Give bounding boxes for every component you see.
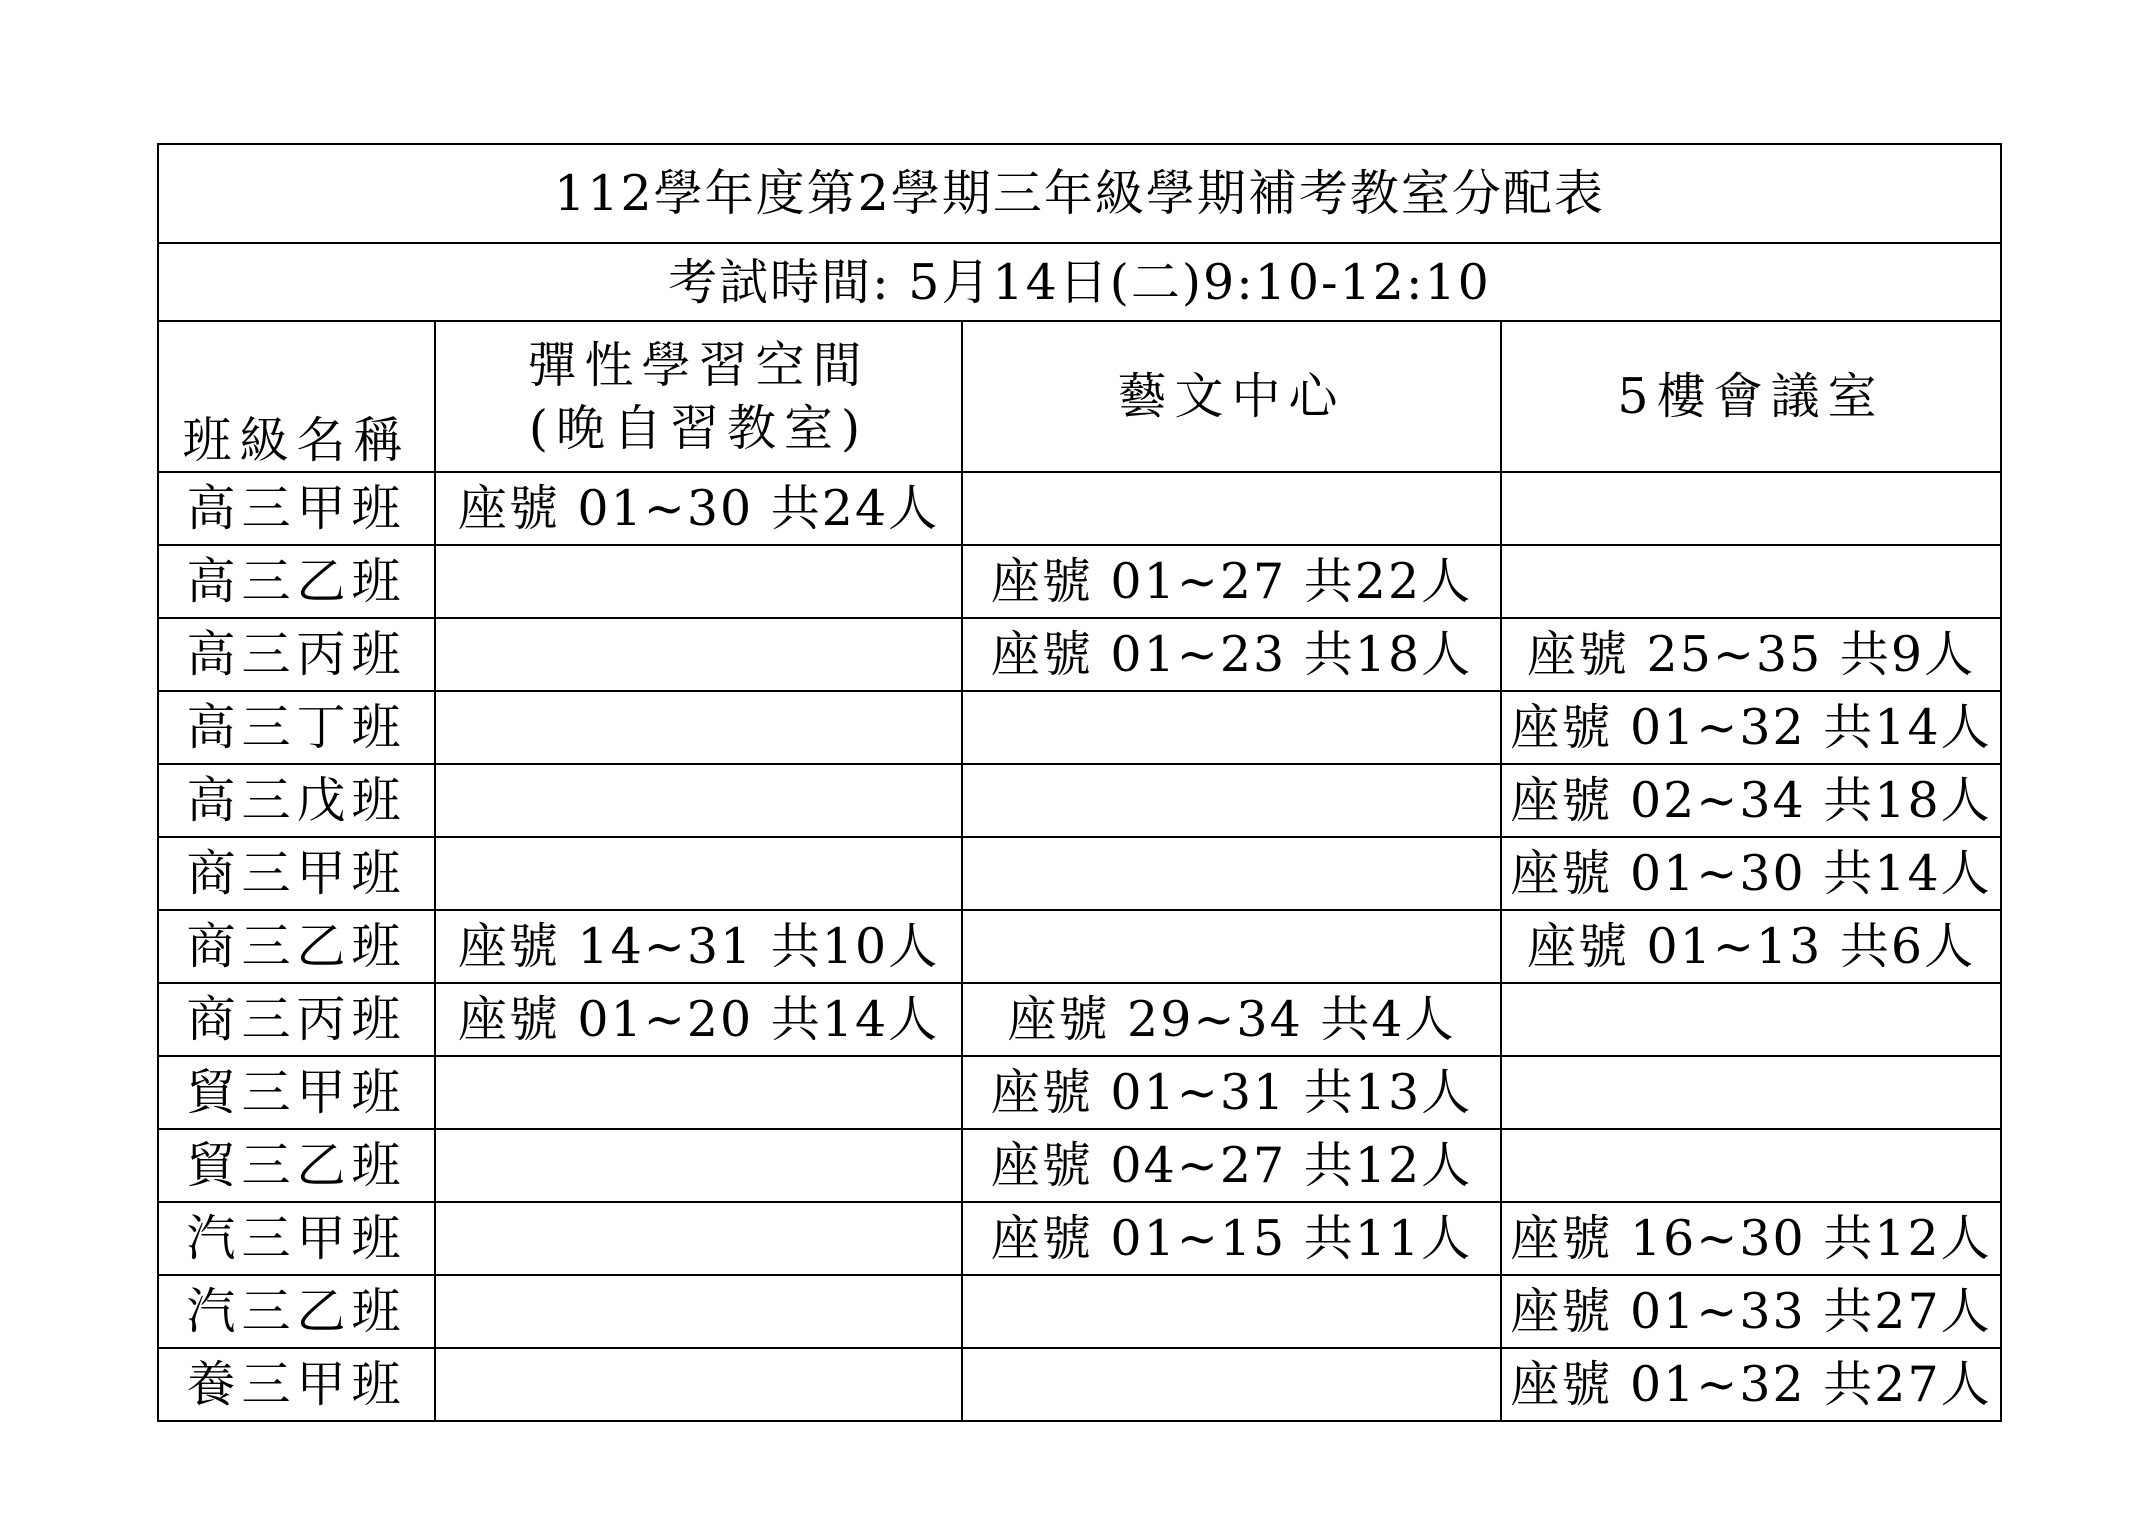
room1-header-line1: 彈性學習空間 xyxy=(527,336,870,394)
room3-cell: 座號 01~30 共14人 xyxy=(1501,837,2001,910)
room3-cell xyxy=(1501,545,2001,618)
room1-cell: 座號 01~30 共24人 xyxy=(435,472,962,545)
class-name-cell: 商三丙班 xyxy=(158,983,435,1056)
title-row xyxy=(158,144,2001,243)
room1-cell xyxy=(435,1056,962,1129)
class-name-cell: 汽三甲班 xyxy=(158,1202,435,1275)
room2-cell: 座號 01~27 共22人 xyxy=(962,545,1501,618)
table-title: 112學年度第2學期三年級學期補考教室分配表 xyxy=(158,144,2001,243)
room3-cell xyxy=(1501,983,2001,1056)
room1-cell xyxy=(435,837,962,910)
room2-cell xyxy=(962,764,1501,837)
room2-cell xyxy=(962,1348,1501,1421)
room3-cell: 座號 01~32 共27人 xyxy=(1501,1348,2001,1421)
room3-cell: 座號 16~30 共12人 xyxy=(1501,1202,2001,1275)
class-name-cell: 高三丙班 xyxy=(158,618,435,691)
room1-cell: 座號 14~31 共10人 xyxy=(435,910,962,983)
class-name-cell: 高三丁班 xyxy=(158,691,435,764)
table-row xyxy=(158,545,2001,618)
class-name-cell: 高三甲班 xyxy=(158,472,435,545)
room3-cell: 座號 25~35 共9人 xyxy=(1501,618,2001,691)
room2-cell: 座號 01~31 共13人 xyxy=(962,1056,1501,1129)
table-row xyxy=(158,764,2001,837)
room1-cell xyxy=(435,764,962,837)
table-row xyxy=(158,1056,2001,1129)
table-row xyxy=(158,1202,2001,1275)
room3-header-label: 5樓會議室 xyxy=(1617,368,1885,425)
room1-cell: 座號 01~20 共14人 xyxy=(435,983,962,1056)
class-name-cell: 貿三乙班 xyxy=(158,1129,435,1202)
room2-cell xyxy=(962,1275,1501,1348)
room1-header-line2: (晚自習教室) xyxy=(528,399,869,457)
class-name-header-label: 班級名稱 xyxy=(182,412,411,469)
room1-cell xyxy=(435,1202,962,1275)
room1-cell xyxy=(435,1348,962,1421)
class-name-cell: 汽三乙班 xyxy=(158,1275,435,1348)
exam-time: 考試時間: 5月14日(二)9:10-12:10 xyxy=(158,243,2001,321)
class-name-cell: 高三戊班 xyxy=(158,764,435,837)
table-row xyxy=(158,1275,2001,1348)
room3-cell: 座號 01~32 共14人 xyxy=(1501,691,2001,764)
exam-time-row xyxy=(158,243,2001,321)
room2-cell: 座號 01~23 共18人 xyxy=(962,618,1501,691)
table-row xyxy=(158,1348,2001,1421)
room2-cell xyxy=(962,837,1501,910)
table-row xyxy=(158,472,2001,545)
room2-cell xyxy=(962,472,1501,545)
table-row xyxy=(158,618,2001,691)
room1-cell xyxy=(435,545,962,618)
room3-header xyxy=(1501,321,2001,472)
room2-header xyxy=(962,321,1501,472)
class-name-cell: 貿三甲班 xyxy=(158,1056,435,1129)
room2-cell: 座號 29~34 共4人 xyxy=(962,983,1501,1056)
table-body xyxy=(158,144,2001,1421)
room3-cell xyxy=(1501,1056,2001,1129)
allocation-table xyxy=(157,143,2002,1422)
class-name-cell: 高三乙班 xyxy=(158,545,435,618)
room1-header xyxy=(435,321,962,472)
room2-cell: 座號 04~27 共12人 xyxy=(962,1129,1501,1202)
room2-cell: 座號 01~15 共11人 xyxy=(962,1202,1501,1275)
class-name-cell: 商三乙班 xyxy=(158,910,435,983)
table-row xyxy=(158,910,2001,983)
room2-header-label: 藝文中心 xyxy=(1117,368,1346,425)
room1-cell xyxy=(435,1275,962,1348)
table-row xyxy=(158,1129,2001,1202)
class-name-cell: 商三甲班 xyxy=(158,837,435,910)
room3-cell: 座號 01~13 共6人 xyxy=(1501,910,2001,983)
class-name-header xyxy=(158,321,435,472)
room2-cell xyxy=(962,691,1501,764)
room2-cell xyxy=(962,910,1501,983)
room1-cell xyxy=(435,691,962,764)
room3-cell: 座號 02~34 共18人 xyxy=(1501,764,2001,837)
header-row xyxy=(158,321,2001,472)
room3-cell: 座號 01~33 共27人 xyxy=(1501,1275,2001,1348)
room1-cell xyxy=(435,1129,962,1202)
class-name-cell: 養三甲班 xyxy=(158,1348,435,1421)
room1-cell xyxy=(435,618,962,691)
table-row xyxy=(158,983,2001,1056)
room3-cell xyxy=(1501,1129,2001,1202)
table-row xyxy=(158,691,2001,764)
table-row xyxy=(158,837,2001,910)
room3-cell xyxy=(1501,472,2001,545)
